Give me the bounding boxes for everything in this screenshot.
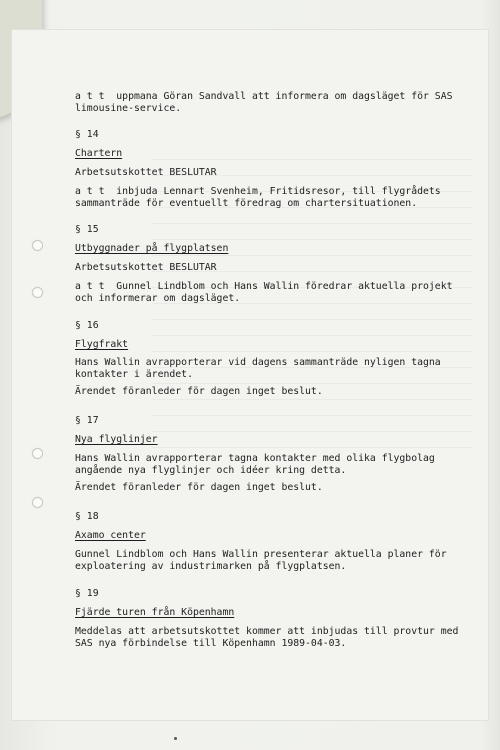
section-number: § 14 bbox=[75, 129, 99, 140]
section-body: a t t Gunnel Lindblom och Hans Wallin föredrar aktuella projekt och informerar om dagsläget. bbox=[75, 281, 453, 304]
punch-hole bbox=[32, 497, 43, 508]
section-body: a t t inbjuda Lennart Svenheim, Fritidsresor, till flygrådets sammanträde för eventuellt föredrag om chartersituationen. bbox=[75, 186, 441, 209]
decision-label: Arbetsutskottet BESLUTAR bbox=[75, 167, 217, 178]
section-heading: Axamo center bbox=[75, 530, 146, 541]
section-body: Gunnel Lindblom och Hans Wallin presenterar aktuella planer för exploatering av industrimarken på flygplatsen. bbox=[75, 549, 447, 572]
section-note: Ärendet föranleder för dagen inget beslut. bbox=[75, 386, 323, 397]
punch-hole bbox=[32, 287, 43, 298]
section-note: Ärendet föranleder för dagen inget beslut. bbox=[75, 482, 323, 493]
section-heading: Utbyggnader på flygplatsen bbox=[75, 243, 229, 254]
section-body: Hans Wallin avrapporterar tagna kontakter med olika flygbolag angående nya flyglinjer och idéer kring detta. bbox=[75, 453, 435, 476]
section-heading: Flygfrakt bbox=[75, 339, 129, 350]
section-number: § 15 bbox=[75, 224, 99, 235]
section-number: § 17 bbox=[75, 415, 99, 426]
section-number: § 19 bbox=[75, 588, 99, 599]
punch-hole bbox=[32, 448, 43, 459]
intro-paragraph: a t t uppmana Göran Sandvall att informera om dagsläget för SAS limousine-service. bbox=[75, 91, 453, 114]
section-heading: Nya flyglinjer bbox=[75, 434, 158, 445]
page-mark bbox=[174, 737, 177, 740]
section-body: Hans Wallin avrapporterar vid dagens sammanträde nyligen tagna kontakter i ärendet. bbox=[75, 357, 441, 380]
section-heading: Fjärde turen från Köpenhamn bbox=[75, 607, 235, 618]
section-number: § 18 bbox=[75, 511, 99, 522]
punch-hole bbox=[32, 240, 43, 251]
decision-label: Arbetsutskottet BESLUTAR bbox=[75, 262, 217, 273]
section-body: Meddelas att arbetsutskottet kommer att inbjudas till provtur med SAS nya förbindelse till Köpenhamn 1989-04-03. bbox=[75, 626, 459, 649]
section-heading: Chartern bbox=[75, 148, 123, 159]
section-number: § 16 bbox=[75, 320, 99, 331]
